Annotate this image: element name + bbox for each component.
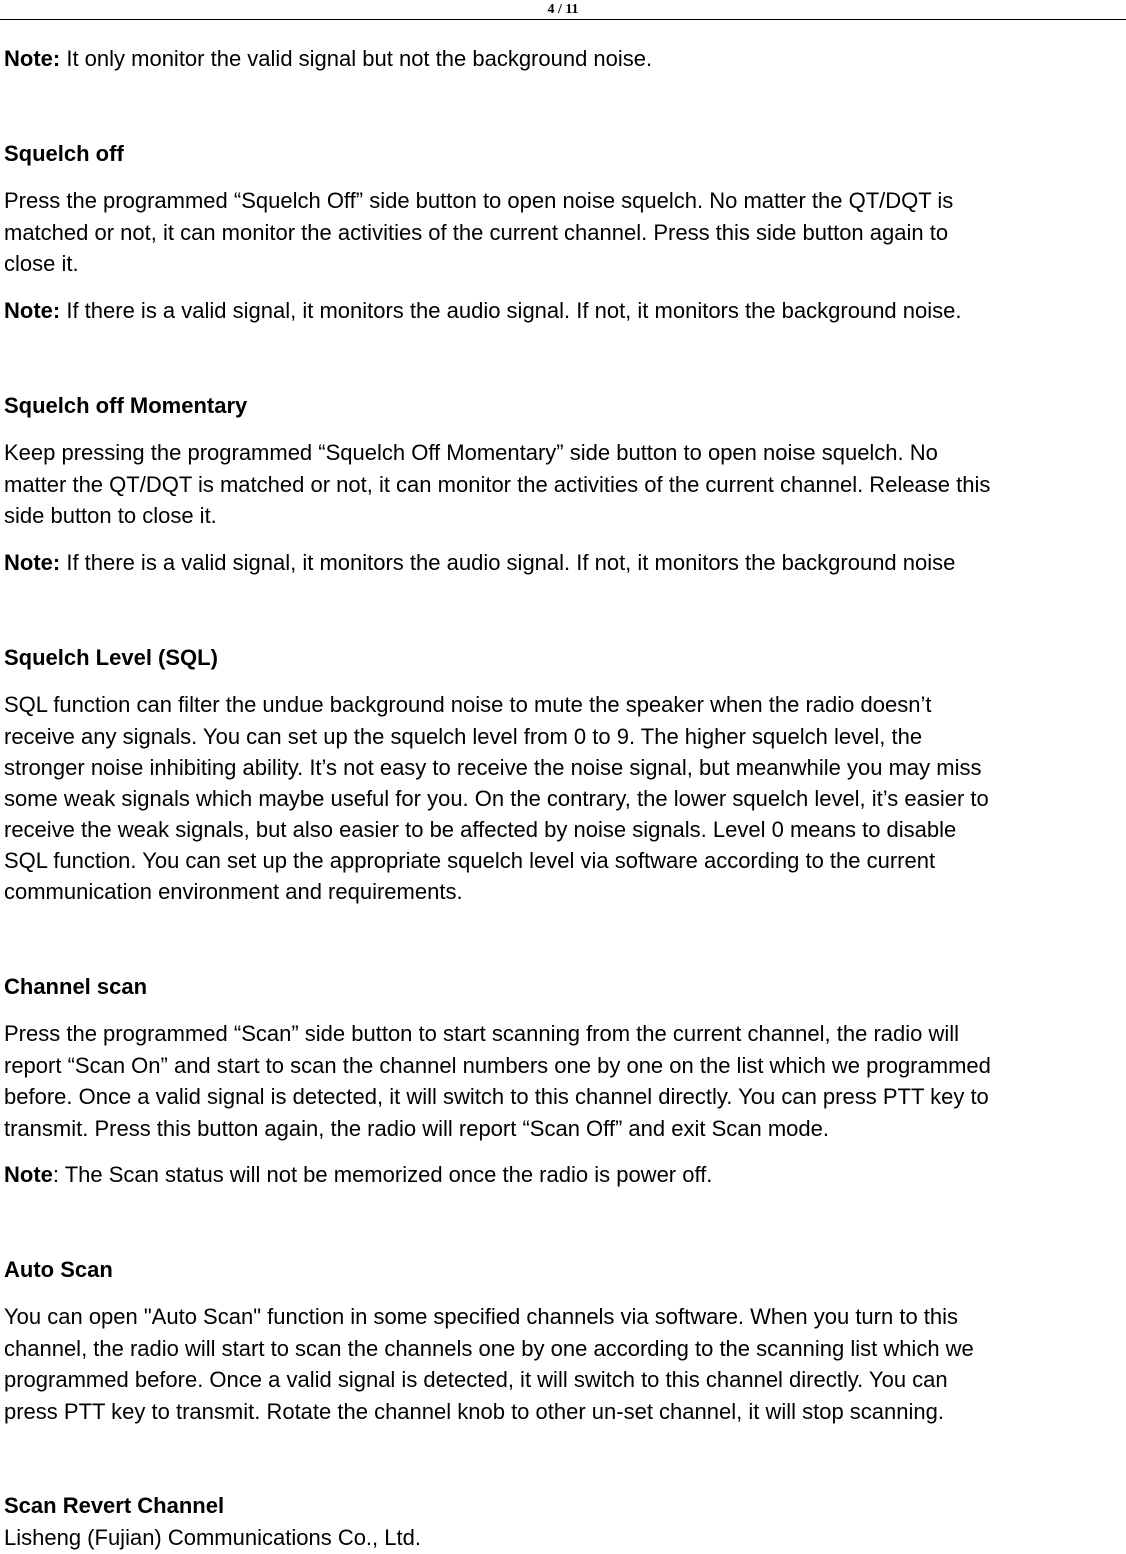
note-label: Note: <box>4 550 61 575</box>
paragraph-line: side button to close it. <box>4 503 217 528</box>
paragraph-line: receive the weak signals, but also easier to be affected by noise signals. Level 0 means to disable <box>4 817 957 842</box>
page-number: 4 / 11 <box>547 2 579 17</box>
paragraph-line: channel, the radio will start to scan the channels one by one according to the scanning list which we <box>4 1336 974 1361</box>
section-title-squelch-off-momentary: Squelch off Momentary <box>4 393 248 418</box>
section-title-channel-scan: Channel scan <box>4 974 148 999</box>
paragraph-line: transmit. Press this button again, the radio will report “Scan Off” and exit Scan mode. <box>4 1116 829 1141</box>
note-label: Note: <box>4 298 61 323</box>
note-text: : The Scan status will not be memorized once the radio is power off. <box>52 1162 713 1187</box>
paragraph-line: receive any signals. You can set up the squelch level from 0 to 9. The higher squelch level, the <box>4 724 923 749</box>
section-title-squelch-off: Squelch off <box>4 141 124 166</box>
note-label: Note: <box>4 46 61 71</box>
note-text: If there is a valid signal, it monitors the audio signal. If not, it monitors the background noise <box>60 550 956 575</box>
squelch-off-note <box>4 295 1126 326</box>
paragraph-line: SQL function. You can set up the appropriate squelch level via software according to the current <box>4 848 936 873</box>
channel-scan-note <box>4 1159 1126 1190</box>
squelch-off-momentary-note <box>4 547 1126 578</box>
paragraph-line: Press the programmed “Squelch Off” side button to open noise squelch. No matter the QT/DQT is <box>4 188 954 213</box>
paragraph-line: programmed before. Once a valid signal is detected, it will switch to this channel directly. You can <box>4 1367 948 1392</box>
section-title-scan-revert-channel: Scan Revert Channel <box>4 1493 225 1518</box>
paragraph-line: communication environment and requirements. <box>4 879 463 904</box>
note-label: Note <box>4 1162 53 1187</box>
section-title-squelch-level: Squelch Level (SQL) <box>4 645 218 670</box>
paragraph-line: SQL function can filter the undue background noise to mute the speaker when the radio doesn’t <box>4 692 932 717</box>
paragraph-line: report “Scan On” and start to scan the channel numbers one by one on the list which we programmed <box>4 1053 991 1078</box>
intro-note <box>4 43 1126 74</box>
paragraph-line: press PTT key to transmit. Rotate the channel knob to other un-set channel, it will stop scanning. <box>4 1399 944 1424</box>
paragraph-line: some weak signals which maybe useful for you. On the contrary, the lower squelch level, it’s easier to <box>4 786 989 811</box>
paragraph-line: You can open "Auto Scan" function in some specified channels via software. When you turn to this <box>4 1304 959 1329</box>
paragraph-line: close it. <box>4 251 79 276</box>
paragraph-line: stronger noise inhibiting ability. It’s not easy to receive the noise signal, but meanwhile you may miss <box>4 755 982 780</box>
note-text: If there is a valid signal, it monitors the audio signal. If not, it monitors the background noise. <box>60 298 962 323</box>
page-header <box>0 0 1126 20</box>
paragraph-line: before. Once a valid signal is detected, it will switch to this channel directly. You can press PTT key to <box>4 1084 989 1109</box>
section-title-auto-scan: Auto Scan <box>4 1257 113 1282</box>
paragraph-line: matched or not, it can monitor the activities of the current channel. Press this side button again to <box>4 220 949 245</box>
footer-company: Lisheng (Fujian) Communications Co., Ltd. <box>4 1525 421 1550</box>
paragraph-line: Keep pressing the programmed “Squelch Off Momentary” side button to open noise squelch. No <box>4 440 938 465</box>
note-text: It only monitor the valid signal but not the background noise. <box>60 46 653 71</box>
paragraph-line: matter the QT/DQT is matched or not, it can monitor the activities of the current channel. Release this <box>4 472 991 497</box>
paragraph-line: Press the programmed “Scan” side button to start scanning from the current channel, the radio will <box>4 1021 960 1046</box>
